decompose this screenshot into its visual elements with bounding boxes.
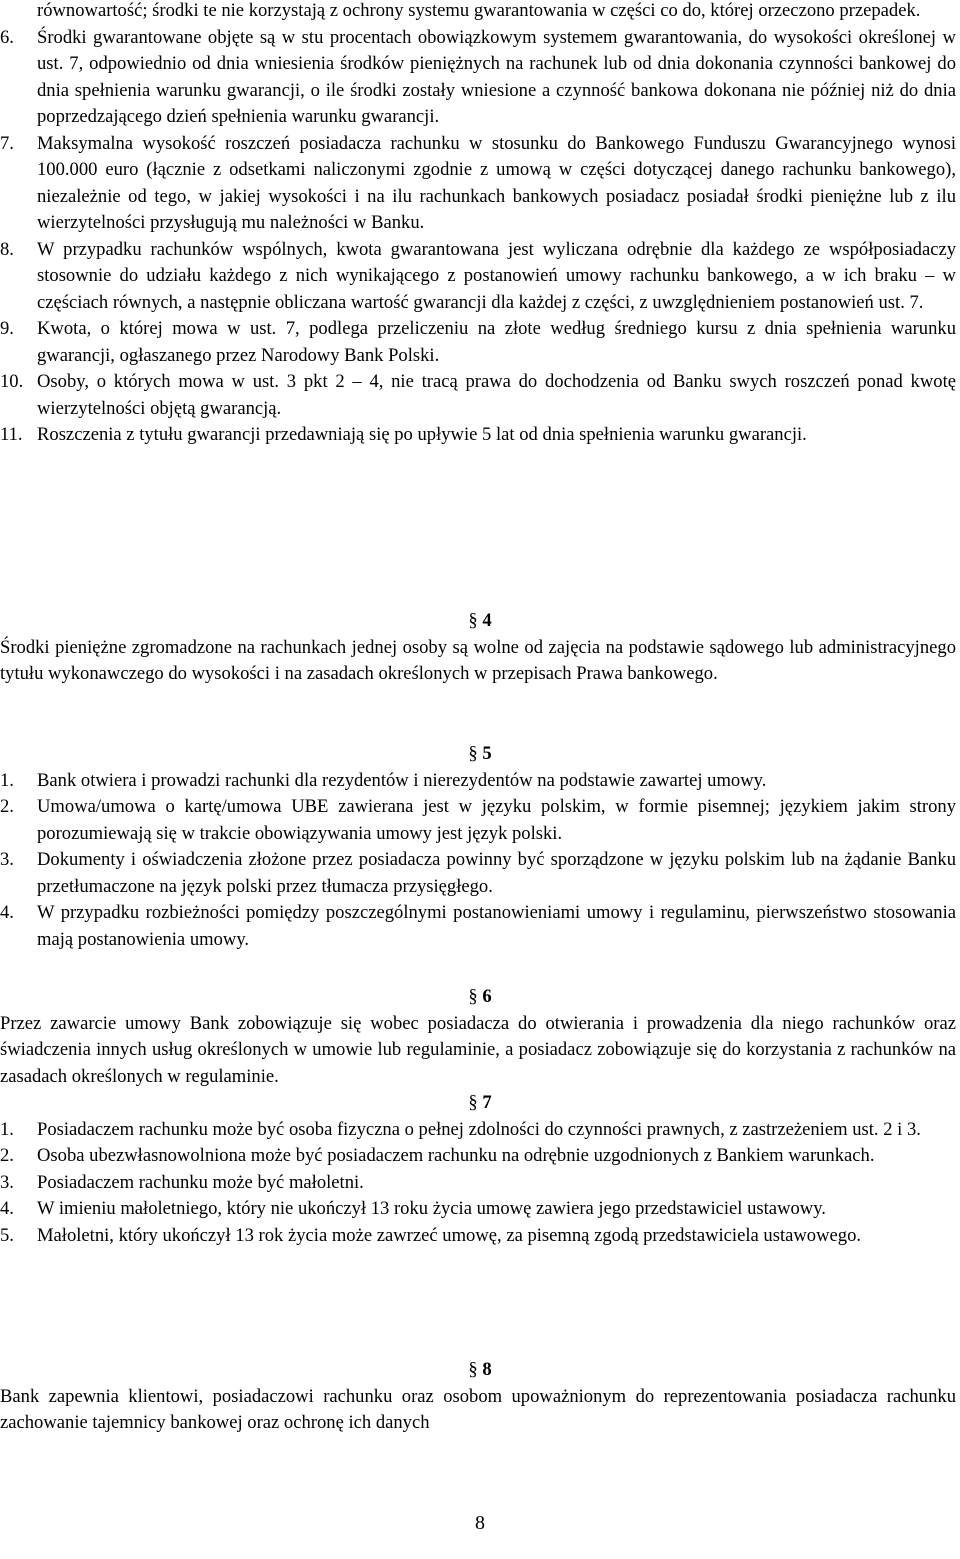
list-item bbox=[0, 1117, 960, 1144]
section-6 bbox=[0, 984, 960, 1090]
section-number: 6 bbox=[482, 986, 492, 1007]
list-item bbox=[0, 1196, 960, 1223]
list-item bbox=[0, 794, 960, 847]
item-number: 9. bbox=[0, 318, 14, 339]
section-symbol: § bbox=[468, 1092, 478, 1113]
list-item bbox=[0, 422, 960, 449]
section-heading bbox=[0, 608, 960, 635]
item-text: Posiadaczem rachunku może być małoletni. bbox=[37, 1171, 364, 1193]
section-symbol: § bbox=[468, 986, 478, 1007]
section-4 bbox=[0, 608, 960, 688]
item-number: 3. bbox=[0, 849, 14, 870]
section-symbol: § bbox=[468, 1359, 478, 1380]
item-number: 5. bbox=[0, 1224, 14, 1246]
section-heading bbox=[0, 1357, 960, 1384]
item-number: 10. bbox=[0, 371, 24, 392]
item-text: W imieniu małoletniego, który nie ukończył 13 roku życia umowę zawiera jego przedstawiciel ustawowy. bbox=[37, 1198, 826, 1219]
list-item bbox=[0, 847, 960, 900]
section-heading bbox=[0, 741, 960, 768]
list-item bbox=[0, 25, 960, 131]
section-number: 7 bbox=[482, 1092, 492, 1113]
section-heading bbox=[0, 984, 960, 1011]
list-item bbox=[0, 237, 960, 317]
section-paragraph: Bank zapewnia klientowi, posiadaczowi rachunku oraz osobom upoważnionym do reprezentowania posiadacza rachunku zachowanie tajemnicy bankowej oraz ochronę ich danych bbox=[0, 1385, 956, 1433]
section-number: 8 bbox=[482, 1359, 492, 1380]
list-item bbox=[0, 900, 960, 953]
list-item bbox=[0, 1170, 960, 1197]
list-item bbox=[0, 369, 960, 422]
list-item bbox=[0, 131, 960, 237]
item-text: Posiadaczem rachunku może być osoba fizyczna o pełnej zdolności do czynności prawnych, z zastrzeżeniem ust. 2 i 3. bbox=[37, 1118, 921, 1140]
list-item bbox=[0, 768, 960, 795]
item-number: 7. bbox=[0, 132, 14, 154]
item-number: 1. bbox=[0, 1118, 14, 1140]
section-paragraph: Środki pieniężne zgromadzone na rachunkach jednej osoby są wolne od zajęcia na podstawie sądowego lub administracyjnego tytułu wykonawczego do wysokości i na zasadach określonych w przepisach Prawa bankowego. bbox=[0, 636, 956, 684]
item-number: 11. bbox=[0, 424, 23, 445]
item-number: 2. bbox=[0, 1145, 14, 1166]
list-item bbox=[0, 1223, 960, 1250]
page-number: 8 bbox=[475, 1512, 485, 1534]
item-text: Środki gwarantowane objęte są w stu procentach obowiązkowym systemem gwarantowania, do wysokości określonej w ust. 7, odpowiednio od dnia wniesienia środków pieniężnych na rachunek lub od dnia dokonania czynności bankowej do dnia spełnienia warunku gwarancji, o ile środki zostały wniesione a czynność bankowa dokonana nie później niż do dnia poprzedzającego dzień spełnienia warunku gwarancji. bbox=[37, 26, 956, 127]
section-heading bbox=[0, 1090, 960, 1117]
item-number: 4. bbox=[0, 1198, 14, 1219]
item-text: Dokumenty i oświadczenia złożone przez posiadacza powinny być sporządzone w języku polskim lub na żądanie Banku przetłumaczone na język polski przez tłumacza przysięgłego. bbox=[37, 849, 956, 897]
item-number: 6. bbox=[0, 26, 14, 48]
item-text: Bank otwiera i prowadzi rachunki dla rezydentów i nierezydentów na podstawie zawartej umowy. bbox=[37, 769, 767, 791]
section-symbol: § bbox=[468, 743, 478, 764]
list-item bbox=[0, 0, 960, 25]
item-text: Umowa/umowa o kartę/umowa UBE zawierana jest w języku polskim, w formie pisemnej; językiem jakim strony porozumiewają się w trakcie obowiązywania umowy jest język polski. bbox=[37, 796, 956, 844]
list-item bbox=[0, 316, 960, 369]
item-text: Małoletni, który ukończył 13 rok życia może zawrzeć umowę, za pisemną zgodą przedstawiciela ustawowego. bbox=[37, 1224, 862, 1246]
item-text: Roszczenia z tytułu gwarancji przedawniają się po upływie 5 lat od dnia spełnienia warunku gwarancji. bbox=[37, 424, 807, 445]
section-number: 5 bbox=[482, 743, 492, 764]
item-number: 4. bbox=[0, 902, 14, 923]
section-number: 4 bbox=[482, 610, 492, 631]
section-8 bbox=[0, 1357, 960, 1437]
section-symbol: § bbox=[468, 610, 478, 631]
list-item bbox=[0, 1143, 960, 1170]
item-text: Kwota, o której mowa w ust. 7, podlega przeliczeniu na złote według średniego kursu z dnia spełnienia warunku gwarancji, ogłaszanego przez Narodowy Bank Polski. bbox=[37, 318, 956, 366]
item-number: 3. bbox=[0, 1171, 14, 1193]
item-text: W przypadku rachunków wspólnych, kwota gwarantowana jest wyliczana odrębnie dla każdego ze współposiadaczy stosownie do udziału każdego z nich wynikającego z postanowień umowy rachunku bankowego, a w ich braku – w częściach równych, a następnie obliczana wartość gwarancji dla każdej z części, z uwzględnieniem postanowień ust. 7. bbox=[37, 238, 956, 313]
ust-list bbox=[0, 0, 960, 449]
section-paragraph: Przez zawarcie umowy Bank zobowiązuje się wobec posiadacza do otwierania i prowadzenia dla niego rachunków oraz świadczenia innych usług określonych w umowie lub regulaminie, a posiadacz zobowiązuje się do korzystania z rachunków na zasadach określonych w regulaminie. bbox=[0, 1012, 956, 1087]
item-text: Osoba ubezwłasnowolniona może być posiadaczem rachunku na odrębnie uzgodnionych z Bankiem warunkach. bbox=[37, 1145, 875, 1166]
item-text: równowartość; środki te nie korzystają z ochrony systemu gwarantowania w części co do, której orzeczono przepadek. bbox=[37, 0, 921, 21]
item-text: Osoby, o których mowa w ust. 3 pkt 2 – 4, nie tracą prawa do dochodzenia od Banku swych roszczeń ponad kwotę wierzytelności objętą gwarancją. bbox=[37, 371, 956, 419]
item-text: W przypadku rozbieżności pomiędzy poszczególnymi postanowieniami umowy i regulaminu, pierwszeństwo stosowania mają postanowienia umowy. bbox=[37, 902, 956, 950]
item-number: 1. bbox=[0, 769, 14, 791]
item-text: Maksymalna wysokość roszczeń posiadacza rachunku w stosunku do Bankowego Funduszu Gwarancyjnego wynosi 100.000 euro (łącznie z odsetkami naliczonymi zgodnie z umową w części dotyczącej danego rachunku bankowego), niezależnie od tego, w jakiej wysokości i na ilu rachunkach bankowych posiadacz posiadał środki pieniężne lub z ilu wierzytelności przysługują mu należności w Banku. bbox=[37, 132, 956, 233]
item-number: 2. bbox=[0, 796, 14, 817]
section-7 bbox=[0, 1090, 960, 1249]
section-5 bbox=[0, 741, 960, 953]
item-number: 8. bbox=[0, 238, 14, 260]
